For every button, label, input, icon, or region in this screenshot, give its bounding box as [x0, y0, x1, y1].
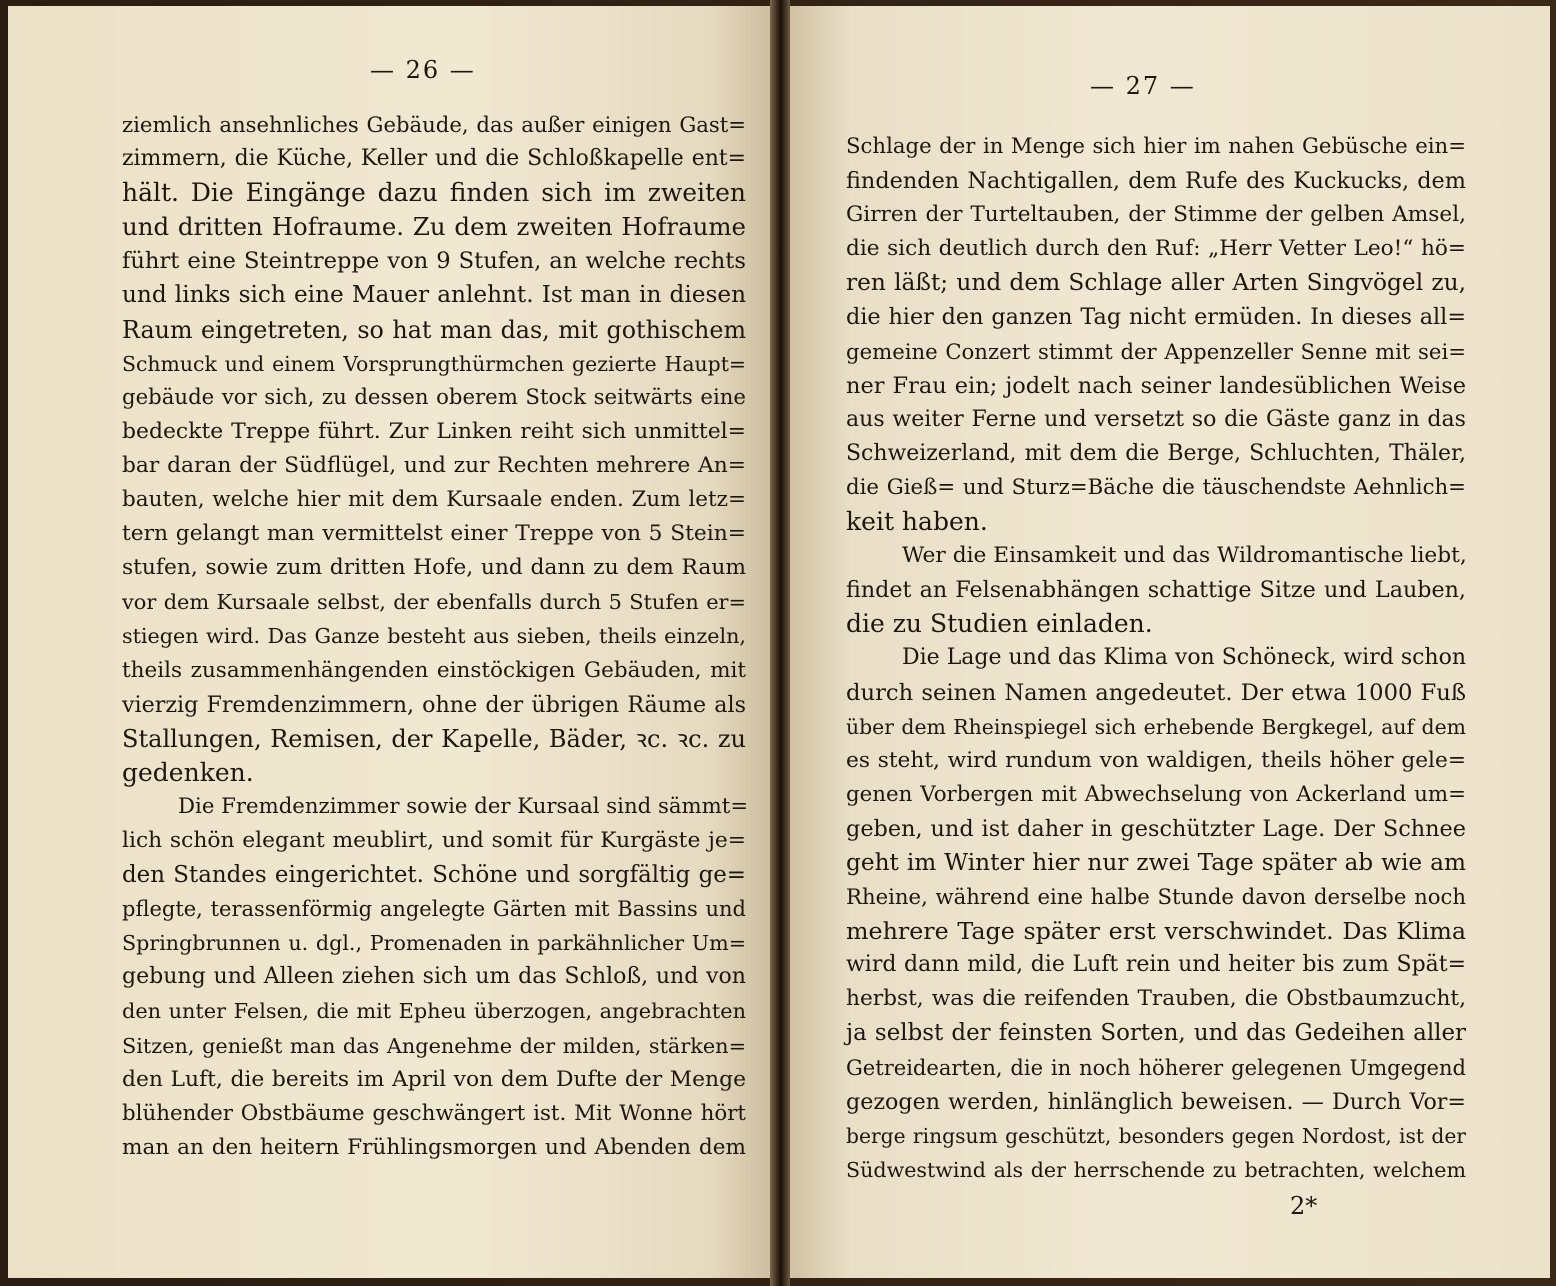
text-line: die zu Studien einladen. — [846, 609, 1153, 639]
text-line: Rheine, während eine halbe Stunde davon derselbe noch — [846, 884, 1466, 910]
text-line: gemeine Conzert stimmt der Appenzeller Senne mit sei= — [846, 338, 1466, 364]
text-line: vierzig Fremdenzimmern, ohne der übrigen Räume als — [122, 691, 746, 718]
left-page — [8, 6, 770, 1278]
text-line: aus weiter Ferne und versetzt so die Gäste ganz in das — [846, 406, 1466, 432]
text-line: durch seinen Namen angedeutet. Der etwa 1000 Fuß — [846, 679, 1466, 706]
text-line: die sich deutlich durch den Ruf: „Herr Vetter Leo!“ hö= — [846, 236, 1466, 262]
text-line: Raum eingetreten, so hat man das, mit gothischem — [122, 315, 746, 344]
page-number-left: — 26 — — [370, 56, 476, 84]
text-line: Die Fremdenzimmer sowie der Kursaal sind sämmt= — [178, 793, 749, 819]
text-line: Springbrunnen u. dgl., Promenaden in parkähnlicher Um= — [122, 931, 746, 956]
text-line: bedeckte Treppe führt. Zur Linken reiht sich unmittel= — [122, 418, 746, 444]
text-line: stiegen wird. Das Ganze besteht aus sieben, theils einzeln, — [122, 624, 746, 649]
text-line: stufen, sowie zum dritten Hofe, und dann zu dem Raum — [122, 555, 746, 581]
text-line: genen Vorbergen mit Abwechselung von Ackerland um= — [846, 781, 1466, 807]
text-line: Stallungen, Remisen, der Kapelle, Bäder, ꝛc. ꝛc. zu — [122, 724, 746, 753]
text-line: man an den heitern Frühlingsmorgen und Abenden dem — [122, 1134, 746, 1160]
text-line: und links sich eine Mauer anlehnt. Ist man in diesen — [122, 281, 746, 309]
book-gutter — [770, 0, 790, 1286]
text-line: Schmuck und einem Vorsprungthürmchen gezierte Haupt= — [122, 351, 746, 376]
text-line: hält. Die Eingänge dazu finden sich im zweiten — [122, 178, 746, 208]
text-line: den Luft, die bereits im April von dem Dufte der Menge — [122, 1066, 746, 1092]
text-line: tern gelangt man vermittelst einer Treppe von 5 Stein= — [122, 521, 746, 547]
text-line: die hier den ganzen Tag nicht ermüden. In dieses all= — [846, 304, 1466, 331]
text-line: und dritten Hofraume. Zu dem zweiten Hofraume — [122, 212, 746, 242]
text-line: pflegte, terassenförmig angelegte Gärten mit Bassins und — [122, 896, 746, 922]
text-line: Südwestwind als der herrschende zu betrachten, welchem — [846, 1157, 1466, 1182]
text-line: geht im Winter hier nur zwei Tage später ab wie am — [846, 848, 1466, 876]
text-line: ren läßt; und dem Schlage aller Arten Singvögel zu, — [846, 269, 1466, 297]
text-line: führt eine Steintreppe von 9 Stufen, an welche rechts — [122, 248, 746, 275]
signature-mark: 2* — [1290, 1192, 1318, 1220]
text-line: Die Lage und das Klima von Schöneck, wird schon — [902, 645, 1467, 671]
text-line: gezogen werden, hinlänglich beweisen. — Durch Vor= — [846, 1088, 1466, 1115]
right-page-text — [846, 130, 1466, 1187]
page-number-right: — 27 — — [1090, 72, 1196, 100]
text-line: mehrere Tage später erst verschwindet. Das Klima — [846, 917, 1466, 946]
right-page — [790, 6, 1550, 1278]
text-line: blühender Obstbäume geschwängert ist. Mit Wonne hört — [122, 1100, 746, 1126]
left-page-text — [122, 108, 749, 1165]
text-line: gebäude vor sich, zu dessen oberem Stock seitwärts eine — [122, 384, 746, 410]
text-line: wird dann mild, die Luft rein und heiter bis zum Spät= — [846, 952, 1466, 978]
text-line: Schlage der in Menge sich hier im nahen Gebüsche ein= — [846, 134, 1466, 159]
text-line: ner Frau ein; jodelt nach seiner landesüblichen Weise — [846, 372, 1466, 399]
text-line: Schweizerland, mit dem die Berge, Schluchten, Thäler, — [846, 440, 1466, 466]
text-line: die Gieß= und Sturz=Bäche die täuschendste Aehnlich= — [846, 474, 1466, 500]
text-line: berge ringsum geschützt, besonders gegen Nordost, ist der — [846, 1123, 1466, 1148]
text-line: findenden Nachtigallen, dem Rufe des Kuckucks, dem — [846, 168, 1466, 195]
text-line: keit haben. — [846, 507, 988, 537]
text-line: vor dem Kursaale selbst, der ebenfalls durch 5 Stufen er= — [122, 590, 746, 615]
text-line: herbst, was die reifenden Trauben, die Obstbaumzucht, — [846, 986, 1466, 1012]
text-line: ja selbst der feinsten Sorten, und das Gedeihen aller — [846, 1020, 1466, 1047]
text-line: lich schön elegant meublirt, und somit für Kurgäste je= — [122, 827, 746, 853]
text-line: es steht, wird rundum von waldigen, theils höher gele= — [846, 747, 1466, 773]
text-line: über dem Rheinspiegel sich erhebende Bergkegel, auf dem — [846, 714, 1466, 739]
text-line: ziemlich ansehnliches Gebäude, das außer einigen Gast= — [122, 112, 746, 137]
text-line: gedenken. — [122, 757, 254, 787]
text-line: findet an Felsenabhängen schattige Sitze und Lauben, — [846, 577, 1466, 604]
text-line: Wer die Einsamkeit und das Wildromantische liebt, — [902, 543, 1467, 569]
text-line: gebung und Alleen ziehen sich um das Schloß, und von — [122, 964, 746, 990]
text-line: bar daran der Südflügel, und zur Rechten mehrere An= — [122, 452, 746, 478]
text-line: geben, und ist daher in geschützter Lage. Der Schnee — [846, 815, 1466, 842]
text-line: Sitzen, genießt man das Angenehme der milden, stärken= — [122, 1033, 746, 1058]
text-line: Getreidearten, die in noch höherer gelegenen Umgegend — [846, 1054, 1466, 1080]
text-line: den Standes eingerichtet. Schöne und sorgfältig ge= — [122, 862, 746, 889]
text-line: Girren der Turteltauben, der Stimme der gelben Amsel, — [846, 202, 1466, 228]
text-line: theils zusammenhängenden einstöckigen Gebäuden, mit — [122, 657, 746, 683]
text-line: den unter Felsen, die mit Epheu überzogen, angebrachten — [122, 999, 746, 1024]
text-line: zimmern, die Küche, Keller und die Schloßkapelle ent= — [122, 146, 746, 172]
text-line: bauten, welche hier mit dem Kursaale enden. Zum letz= — [122, 487, 746, 513]
